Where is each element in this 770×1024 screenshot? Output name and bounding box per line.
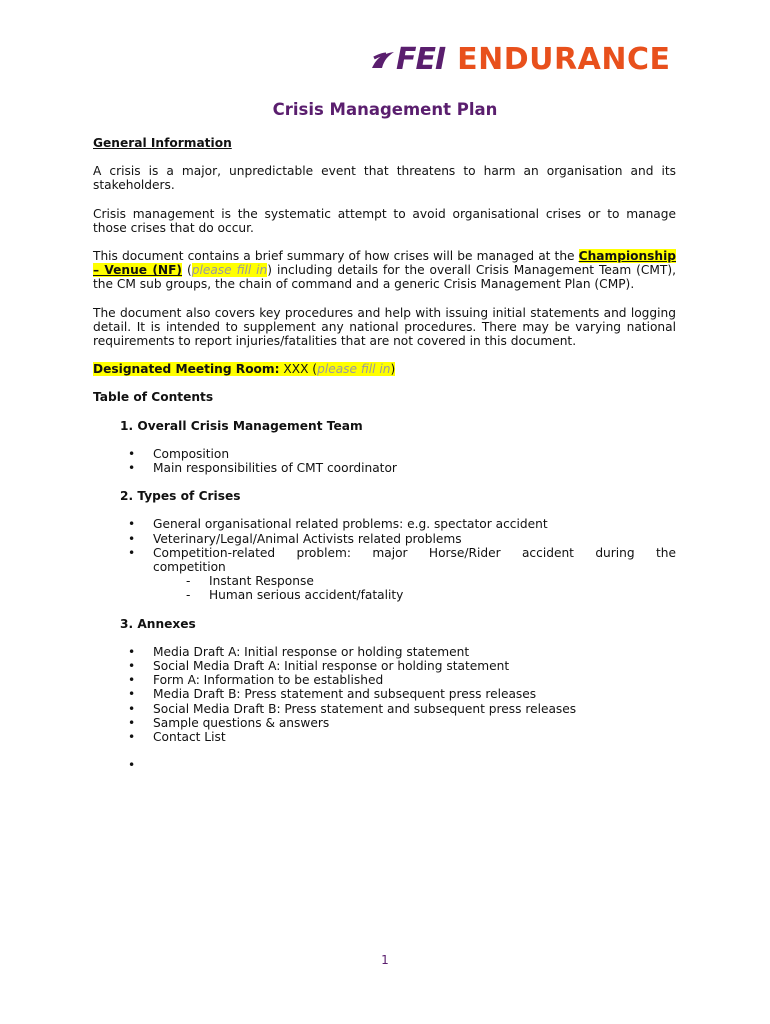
toc-section-title: 1. Overall Crisis Management Team	[120, 418, 363, 433]
list-item: • Contact List	[93, 730, 676, 744]
fei-endurance-logo	[370, 40, 670, 80]
list-item: • General organisational related problems: e.g. spectator accident	[93, 517, 676, 531]
list-item: • Media Draft B: Press statement and subsequent press releases	[93, 687, 676, 701]
page-title: Crisis Management Plan	[272, 100, 498, 119]
list-item: • Sample questions & answers	[93, 716, 676, 730]
paragraph-document-summary: This document contains a brief summary of how crises will be managed at the Championship – Venue (NF) (please fill in) including details for the overall Crisis Management Team (CMT), the CM sub groups, the chain of command and a generic Crisis Management Plan (CMP).	[93, 249, 676, 292]
endurance-wordmark: ENDURANCE	[457, 42, 671, 77]
sub-list-item: - Instant Response	[93, 574, 676, 588]
list-item: • Social Media Draft B: Press statement and subsequent press releases	[93, 702, 676, 716]
list-item: • Main responsibilities of CMT coordinator	[93, 461, 676, 475]
list-item: • Veterinary/Legal/Animal Activists related problems	[93, 532, 676, 546]
please-fill-in-note: please fill in	[317, 362, 391, 377]
championship-venue-placeholder: Championship – Venue (NF)	[93, 249, 676, 278]
horse-emblem-icon	[370, 48, 396, 72]
section-heading-general: General Information	[93, 136, 232, 150]
fei-wordmark: FEI	[396, 42, 446, 77]
document-body	[93, 136, 676, 773]
list-item-continuation: competition	[153, 560, 226, 575]
list-item: • Form A: Information to be established	[93, 673, 676, 687]
page-number: 1	[381, 953, 389, 967]
toc-section-title: 2. Types of Crises	[120, 489, 241, 504]
toc-heading: Table of Contents	[93, 390, 214, 405]
list-item: • Social Media Draft A: Initial response or holding statement	[93, 659, 676, 673]
paragraph-crisis-definition: A crisis is a major, unpredictable event that threatens to harm an organisation and its stakeholders.	[93, 164, 676, 193]
fei-logo	[370, 42, 446, 77]
list-item: • Composition	[93, 447, 676, 461]
please-fill-in-note: please fill in	[191, 263, 268, 278]
paragraph-procedures: The document also covers key procedures and help with issuing initial statements and logging detail. It is intended to supplement any national procedures. There may be varying national requirements to report injuries/fatalities that are not covered in this document.	[93, 305, 676, 349]
paragraph-crisis-management: Crisis management is the systematic attempt to avoid organisational crises or to manage those crises that do occur.	[93, 206, 676, 235]
toc-section-title: 3. Annexes	[120, 616, 196, 631]
list-item: • Competition-related problem: major Horse/Rider accident during the	[93, 546, 676, 560]
sub-list-item: - Human serious accident/fatality	[93, 588, 676, 602]
designated-meeting-room: Designated Meeting Room: XXX (please fill in)	[93, 362, 396, 377]
list-item: • Media Draft A: Initial response or holding statement	[93, 645, 676, 659]
empty-list-item	[93, 758, 676, 772]
